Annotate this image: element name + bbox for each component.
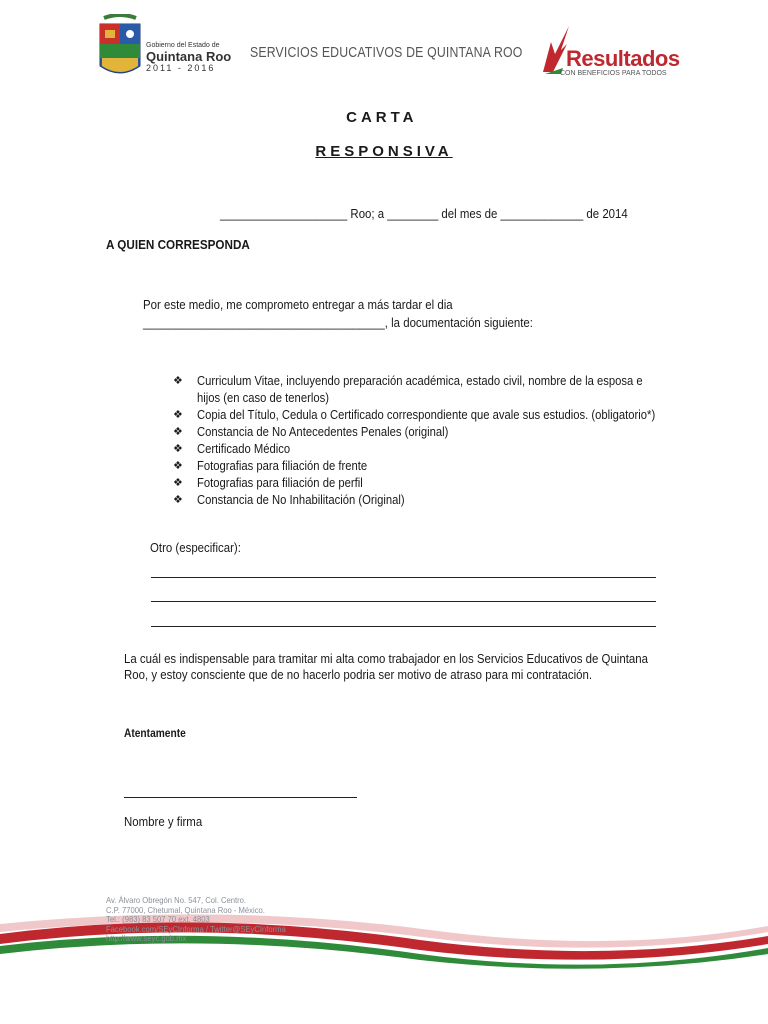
other-blank-line (151, 601, 656, 602)
list-item: ❖ Curriculum Vitae, incluyendo preparación académica, estado civil, nombre de la esposa e (173, 374, 643, 388)
list-item: ❖ Constancia de No Inhabilitación (Original) (173, 493, 405, 507)
signature-line (124, 797, 357, 798)
government-logo-text (146, 42, 231, 73)
commitment-paragraph: La cuál es indispensable para tramitar mi alta como trabajador en los Servicios Educativos de Quintana Roo, y estoy consciente que de no hacerlo podria ser motivo de atraso para mi contratación. (124, 651, 648, 682)
diamond-bullet-icon: ❖ (173, 460, 183, 472)
resultados-tagline: CON BENEFICIOS PARA TODOS (560, 70, 667, 77)
footer-phone: Tel.: (983) 83 507 70 ext. 4803 (106, 914, 210, 925)
footer-social: Facebook.com/SEyCInforma / Twitter@SEyCInforma (106, 923, 286, 934)
footer-contact (106, 896, 286, 944)
gov-state-name: Quintana Roo (146, 49, 232, 64)
signature-label: Nombre y firma (124, 814, 203, 829)
title-responsiva (0, 143, 768, 160)
diamond-bullet-icon: ❖ (173, 426, 183, 438)
diamond-bullet-icon: ❖ (173, 494, 183, 506)
title-carta (0, 109, 768, 126)
gov-small-label: Gobierno del Estado de (146, 42, 220, 49)
diamond-bullet-icon: ❖ (173, 409, 183, 421)
resultados-logo-text: Resultados (566, 46, 680, 71)
footer-website: http://www.seyc.gob.mx (106, 933, 187, 944)
list-item: ❖ Certificado Médico (173, 442, 291, 456)
other-blank-line (151, 577, 656, 578)
diamond-bullet-icon: ❖ (173, 477, 183, 489)
header-title: SERVICIOS EDUCATIVOS DE QUINTANA ROO (250, 44, 523, 61)
other-blank-line (151, 626, 656, 627)
diamond-bullet-icon: ❖ (173, 375, 183, 387)
title-carta-text: CARTA (346, 109, 418, 126)
diamond-bullet-icon: ❖ (173, 443, 183, 455)
list-item: ❖ Copia del Título, Cedula o Certificado correspondiente que avale sus estudios. (obligatorio*) (173, 408, 656, 422)
footer-postal: C.P. 77000, Chetumal, Quintana Roo - México. (106, 904, 265, 915)
list-item: ❖ Constancia de No Antecedentes Penales (original) (173, 425, 449, 439)
intro-line-2: ______________________________________, la documentación siguiente: (143, 315, 533, 330)
required-documents-list (173, 373, 693, 509)
closing-text: Atentamente (124, 726, 186, 740)
list-item: ❖ Fotografias para filiación de frente (173, 459, 368, 473)
recipient-heading: A QUIEN CORRESPONDA (106, 237, 250, 252)
date-line: ____________________ Roo; a ________ del mes de _____________ de 2014 (220, 206, 628, 221)
gov-period: 2011 - 2016 (146, 63, 216, 73)
title-responsiva-text: RESPONSIVA (315, 143, 453, 160)
footer-address: Av. Álvaro Obregón No. 547, Col. Centro. (106, 895, 247, 905)
other-specify-label: Otro (especificar): (150, 540, 241, 555)
list-item: ❖ Fotografias para filiación de perfil (173, 476, 363, 490)
list-item-continuation: hijos (en caso de tenerlos) (197, 391, 329, 405)
intro-line-1: Por este medio, me comprometo entregar a más tardar el dia (143, 297, 453, 312)
